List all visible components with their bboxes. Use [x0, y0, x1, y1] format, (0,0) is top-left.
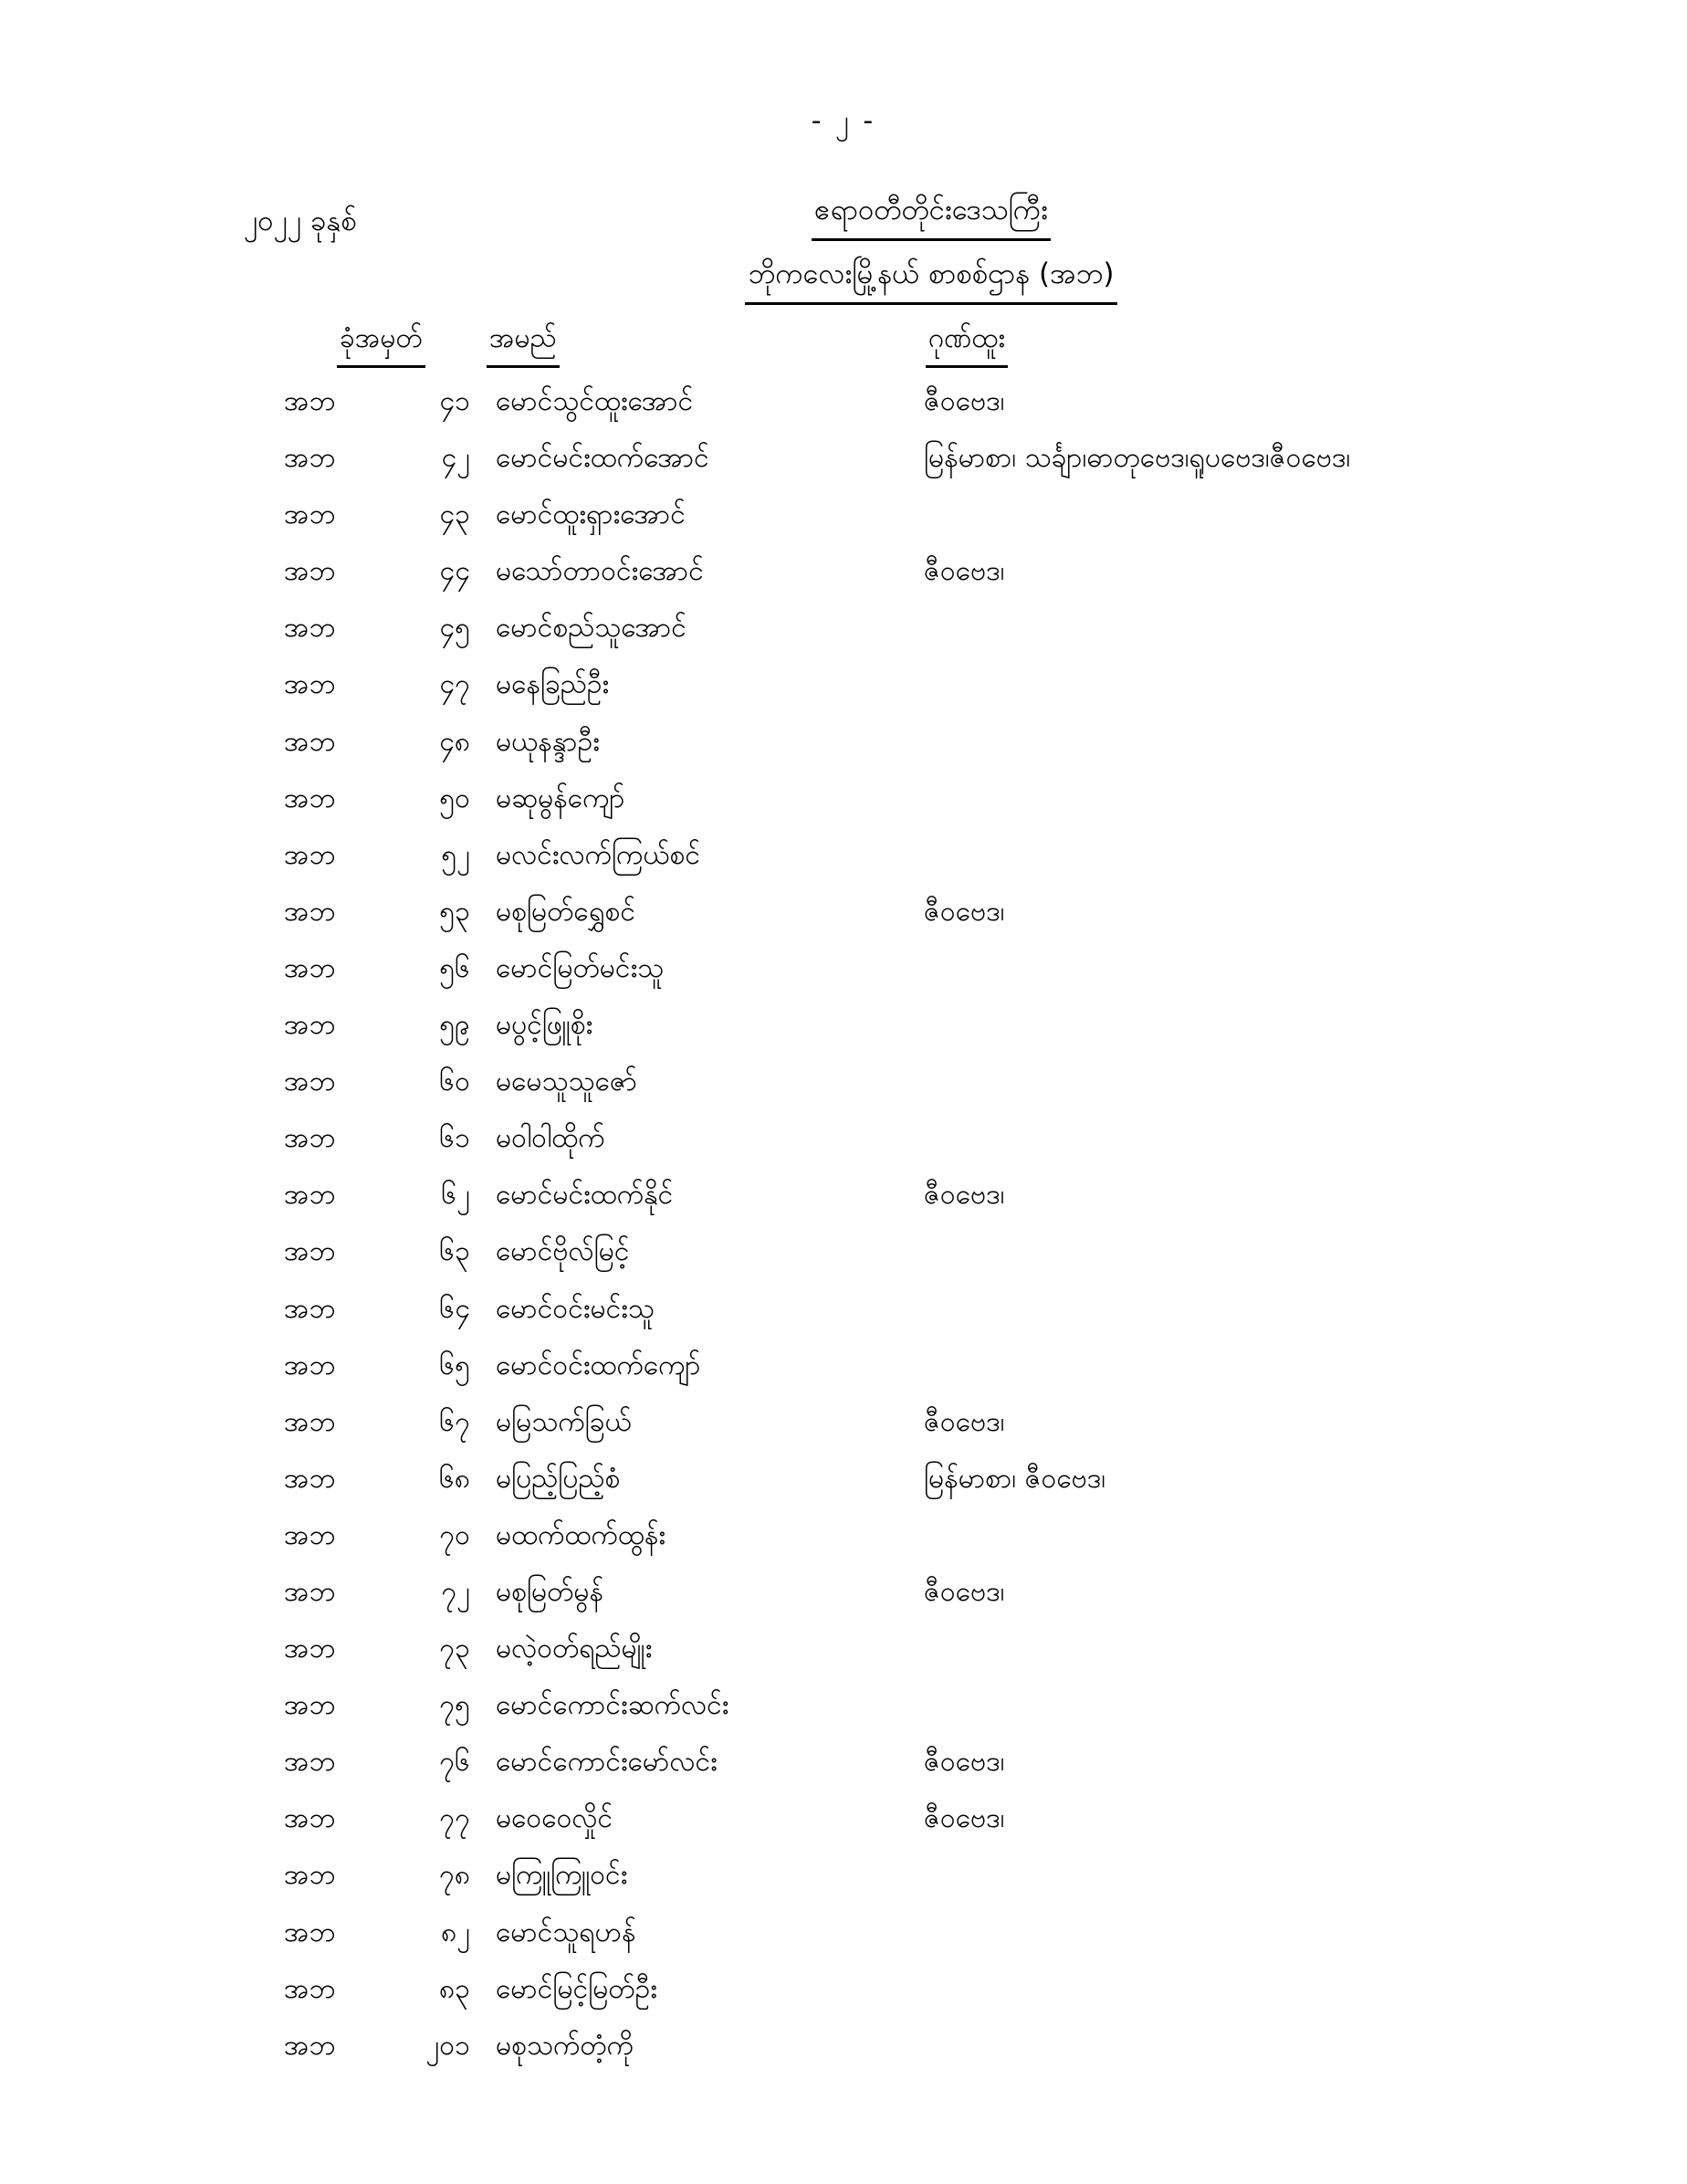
- row-student-name: မောင်မင်းထက်အောင်: [496, 442, 709, 475]
- row-distinction: မြန်မာစာ၊ ဇီဝဗေဒ၊: [924, 1462, 1106, 1495]
- row-center-code: အဘ: [284, 1802, 336, 1835]
- row-roll-number: ၇၂: [441, 1575, 470, 1608]
- row-center-code: အဘ: [284, 555, 336, 588]
- table-row: [0, 717, 1687, 773]
- table-row: [0, 1680, 1687, 1737]
- row-center-code: အဘ: [284, 1405, 336, 1438]
- exam-center-title: ဘိုကလေးမြို့နယ် စာစစ်ဌာန (အဘ): [745, 256, 1116, 305]
- row-distinction: ဇီဝဗေဒ၊: [924, 895, 1005, 928]
- row-student-name: မစုမြတ်ရွှေစင်: [496, 895, 636, 928]
- row-center-code: အဘ: [284, 1235, 336, 1268]
- row-student-name: မလင်းလက်ကြယ်စင်: [496, 838, 701, 871]
- row-roll-number: ၄၅: [439, 612, 470, 645]
- row-distinction: ဇီဝဗေဒ၊: [924, 1802, 1005, 1835]
- row-center-code: အဘ: [284, 1349, 336, 1381]
- row-student-name: မထက်ထက်ထွန်း: [496, 1518, 666, 1551]
- column-headers: [0, 320, 1687, 374]
- row-roll-number: ၅၉: [439, 1009, 470, 1042]
- table-row: [0, 433, 1687, 489]
- row-roll-number: ၆၄: [439, 1292, 470, 1325]
- row-center-code: အဘ: [284, 1916, 336, 1948]
- row-student-name: မောင်သူရဟန်: [496, 1916, 636, 1948]
- row-roll-number: ၅၆: [439, 951, 470, 984]
- table-row: [0, 1567, 1687, 1623]
- row-student-name: မယုနန္ဒာဦး: [496, 725, 600, 758]
- row-roll-number: ၄၄: [439, 555, 470, 588]
- row-student-name: မောင်မြင့်မြတ်ဦး: [496, 1972, 657, 2005]
- row-center-code: အဘ: [284, 1009, 336, 1042]
- column-header-name: အမည်: [487, 320, 560, 368]
- row-center-code: အဘ: [284, 1689, 336, 1722]
- row-roll-number: ၆၇: [439, 1405, 470, 1438]
- table-row: [0, 376, 1687, 433]
- page-number: - ၂ -: [811, 105, 876, 137]
- row-student-name: မမြသက်ခြယ်: [496, 1405, 632, 1438]
- column-header-roll-number: ခုံအမှတ်: [337, 320, 425, 368]
- table-row: [0, 1737, 1687, 1793]
- table-row: [0, 1454, 1687, 1510]
- roster-body: [0, 376, 1687, 2077]
- row-center-code: အဘ: [284, 895, 336, 928]
- column-header-distinction: ဂုဏ်ထူး: [926, 320, 1008, 368]
- row-center-code: အဘ: [284, 1292, 336, 1325]
- row-student-name: မောင်ဝင်းမင်းသူ: [496, 1292, 655, 1325]
- row-distinction: ဇီဝဗေဒ၊: [924, 1405, 1005, 1438]
- row-student-name: မောင်ကောင်းမော်လင်း: [496, 1746, 718, 1779]
- region-title: ဧရာဝတီတိုင်းဒေသကြီး: [812, 192, 1051, 241]
- row-distinction: ဇီဝဗေဒ၊: [924, 1746, 1005, 1779]
- year-label: ၂၀၂၂ ခုနှစ်: [244, 205, 357, 237]
- table-row: [0, 1000, 1687, 1056]
- row-student-name: မလဲ့ဝတ်ရည်မျိုး: [496, 1633, 653, 1665]
- row-student-name: မောင်မြတ်မင်းသူ: [496, 951, 665, 984]
- row-roll-number: ၅၂: [441, 838, 470, 871]
- row-center-code: အဘ: [284, 612, 336, 645]
- table-row: [0, 603, 1687, 659]
- row-student-name: မသော်တာဝင်းအောင်: [496, 555, 704, 588]
- row-center-code: အဘ: [284, 1179, 336, 1212]
- row-roll-number: ၇၃: [439, 1633, 470, 1665]
- row-center-code: အဘ: [284, 2029, 336, 2062]
- table-row: [0, 1340, 1687, 1397]
- row-student-name: မနေခြည်ဦး: [496, 668, 610, 701]
- row-student-name: မမေသူသူဇော်: [496, 1066, 638, 1098]
- row-student-name: မောင်မင်းထက်နိုင်: [496, 1179, 674, 1212]
- row-center-code: အဘ: [284, 1462, 336, 1495]
- row-student-name: မပြည့်ပြည့်စံ: [496, 1462, 621, 1495]
- row-roll-number: ၈၂: [441, 1916, 470, 1948]
- table-row: [0, 1226, 1687, 1283]
- row-distinction: ဇီဝဗေဒ၊: [924, 555, 1005, 588]
- row-center-code: အဘ: [284, 1518, 336, 1551]
- row-roll-number: ၇၀: [439, 1518, 470, 1551]
- row-student-name: မောင်ကောင်းဆက်လင်း: [496, 1689, 729, 1722]
- row-distinction: မြန်မာစာ၊ သင်္ချာ၊ဓာတုဗေဒ၊ရူပဗေဒ၊ဇီဝဗေဒ၊: [924, 442, 1351, 475]
- row-roll-number: ၅၀: [439, 782, 470, 814]
- row-center-code: အဘ: [284, 1575, 336, 1608]
- row-center-code: အဘ: [284, 725, 336, 758]
- row-roll-number: ၄၃: [439, 499, 470, 531]
- table-row: [0, 2021, 1687, 2077]
- table-row: [0, 830, 1687, 887]
- table-row: [0, 1623, 1687, 1680]
- row-distinction: ဇီဝဗေဒ၊: [924, 385, 1005, 417]
- row-roll-number: ၆၃: [439, 1235, 470, 1268]
- row-roll-number: ၆၅: [439, 1349, 470, 1381]
- row-center-code: အဘ: [284, 442, 336, 475]
- row-roll-number: ၄၇: [439, 668, 470, 701]
- row-student-name: မဝေဝေလှိုင်: [496, 1802, 613, 1835]
- table-row: [0, 1793, 1687, 1850]
- row-student-name: မောင်သွင်ထူးအောင်: [496, 385, 694, 417]
- row-roll-number: ၇၅: [439, 1689, 470, 1722]
- table-row: [0, 1510, 1687, 1567]
- row-roll-number: ၆၈: [438, 1462, 470, 1495]
- row-center-code: အဘ: [284, 385, 336, 417]
- table-row: [0, 489, 1687, 546]
- row-roll-number: ၇၇: [439, 1802, 470, 1835]
- row-student-name: မစုမြတ်မွန်: [496, 1575, 604, 1608]
- row-roll-number: ၆၁: [439, 1122, 470, 1155]
- row-roll-number: ၈၃: [438, 1972, 470, 2005]
- table-row: [0, 1056, 1687, 1113]
- row-center-code: အဘ: [284, 1972, 336, 2005]
- row-center-code: အဘ: [284, 782, 336, 814]
- row-center-code: အဘ: [284, 838, 336, 871]
- row-center-code: အဘ: [284, 499, 336, 531]
- table-row: [0, 773, 1687, 830]
- table-row: [0, 546, 1687, 603]
- row-distinction: ဇီဝဗေဒ၊: [924, 1575, 1005, 1608]
- row-center-code: အဘ: [284, 1066, 336, 1098]
- row-center-code: အဘ: [284, 1859, 336, 1892]
- row-roll-number: ၄၈: [438, 725, 470, 758]
- row-student-name: မဝါဝါထိုက်: [496, 1122, 605, 1155]
- row-student-name: မောင်ဝင်းထက်ကျော်: [496, 1349, 701, 1381]
- row-center-code: အဘ: [284, 1633, 336, 1665]
- table-row: [0, 659, 1687, 716]
- table-row: [0, 1907, 1687, 1964]
- title-block: [475, 192, 1388, 320]
- table-row: [0, 1850, 1687, 1906]
- row-student-name: မစုသက်တံ့ကို: [496, 2029, 634, 2062]
- table-row: [0, 1284, 1687, 1340]
- row-roll-number: ၆၂: [441, 1179, 470, 1212]
- row-distinction: ဇီဝဗေဒ၊: [924, 1179, 1005, 1212]
- table-row: [0, 887, 1687, 943]
- row-roll-number: ၆၀: [439, 1066, 470, 1098]
- table-row: [0, 1964, 1687, 2021]
- row-roll-number: ၄၁: [439, 385, 470, 417]
- row-roll-number: ၂၀၁: [425, 2029, 470, 2062]
- row-center-code: အဘ: [284, 668, 336, 701]
- row-roll-number: ၇၆: [439, 1746, 470, 1779]
- row-roll-number: ၇၈: [438, 1859, 470, 1892]
- row-student-name: မောင်ဗိုလ်မြင့်: [496, 1235, 630, 1268]
- table-row: [0, 1397, 1687, 1454]
- table-row: [0, 1170, 1687, 1226]
- row-student-name: မပွင့်ဖြူစိုး: [496, 1009, 593, 1042]
- row-roll-number: ၅၃: [439, 895, 470, 928]
- row-center-code: အဘ: [284, 1746, 336, 1779]
- row-student-name: မောင်ထူးရှားအောင်: [496, 499, 686, 531]
- table-row: [0, 943, 1687, 1000]
- row-roll-number: ၄၂: [441, 442, 470, 475]
- row-student-name: မကြူကြူဝင်း: [496, 1859, 628, 1892]
- row-student-name: မောင်စည်သူအောင်: [496, 612, 686, 645]
- table-row: [0, 1113, 1687, 1170]
- row-center-code: အဘ: [284, 951, 336, 984]
- row-center-code: အဘ: [284, 1122, 336, 1155]
- row-student-name: မဆုမွန်ကျော်: [496, 782, 625, 814]
